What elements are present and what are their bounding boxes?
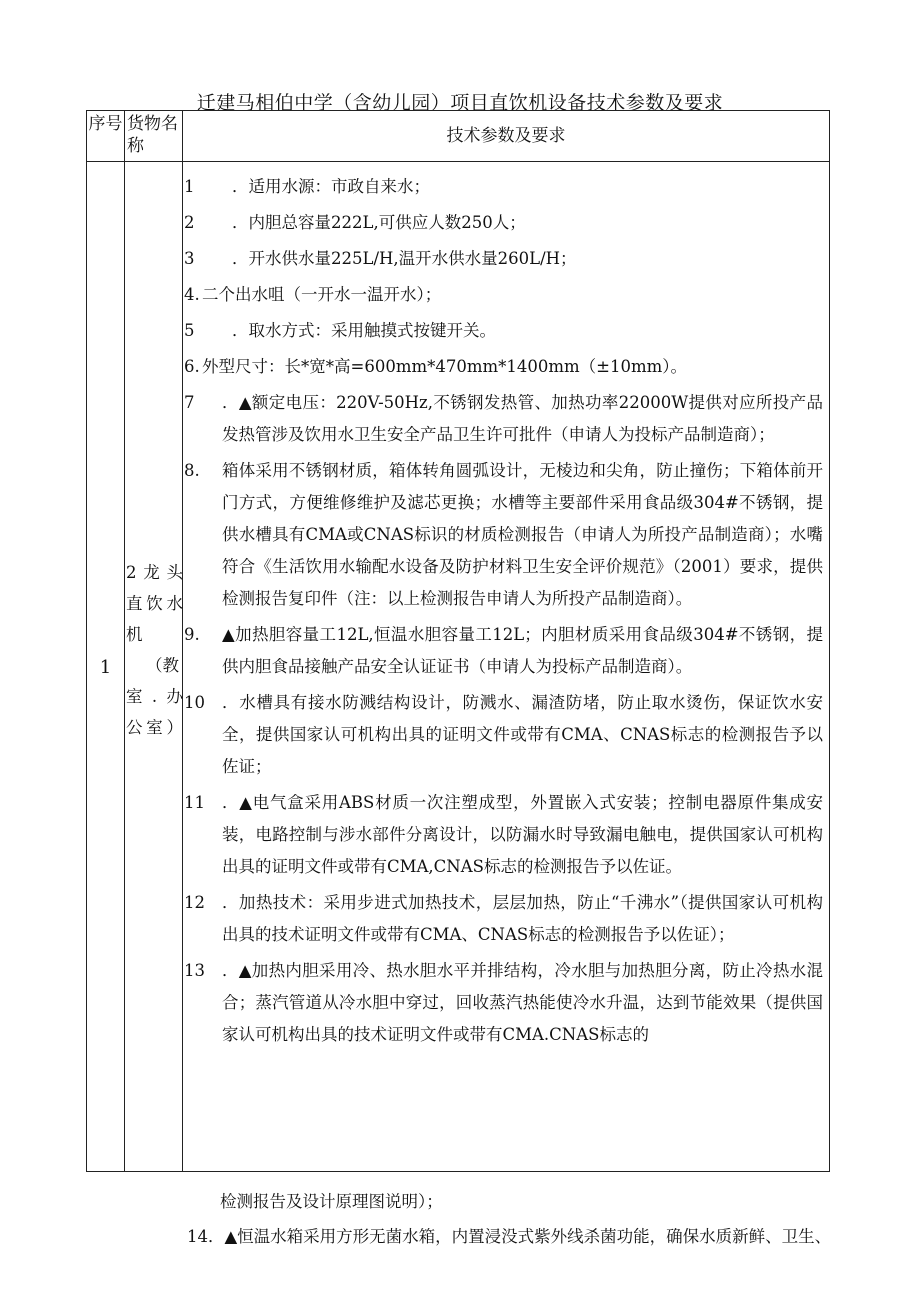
- list-item: [184, 687, 823, 783]
- item-number: 6.: [184, 357, 200, 376]
- goods-line: 直饮水: [126, 594, 183, 613]
- item-number: 9.: [184, 625, 200, 644]
- item-number: 2: [184, 213, 195, 232]
- goods-line: 机: [126, 625, 143, 644]
- header-divider: [87, 161, 829, 162]
- item-number: 5: [184, 321, 195, 340]
- goods-line: （教: [146, 656, 179, 675]
- spec-table: [86, 110, 830, 1172]
- list-item: [184, 887, 823, 951]
- goods-line: 室.办: [126, 687, 183, 706]
- item-number: 1: [184, 177, 195, 196]
- continuation-line-1: 检测报告及设计原理图说明）；: [220, 1192, 443, 1211]
- header-goods: 货物名称: [127, 114, 178, 156]
- item-number: 3: [184, 249, 195, 268]
- item-text: 外型尺寸：长*宽*高=600mm*470mm*1400mm（±10mm）。: [202, 357, 688, 376]
- item-text: ．开水供水量225L/H,温开水供水量260L/H；: [232, 249, 577, 268]
- item-text: ．▲加热内胆采用冷、热水胆水平并排结构，冷水胆与加热胆分离，防止冷热水混合；蒸汽管道从冷水胆中穿过，回收蒸汽热能使冷水升温，达到节能效果（提供国家认可机构出具的技术证明文件或带有CMA.CNAS标志的: [222, 961, 823, 1044]
- header-seq: 序号: [88, 114, 123, 134]
- document-title: 迁建马相伯中学（含幼儿园）项目直饮机设备技术参数及要求: [196, 92, 724, 114]
- item-number: 13: [184, 961, 205, 980]
- goods-line: 2龙头: [126, 563, 183, 582]
- row-seq: 1: [99, 657, 112, 678]
- col-divider-1: [124, 111, 125, 1171]
- list-item: [184, 387, 823, 451]
- list-item: [184, 279, 823, 311]
- item-text: ．适用水源：市政自来水；: [232, 177, 430, 196]
- item-number: 11: [184, 793, 205, 812]
- list-item: [184, 315, 823, 347]
- requirements-list: [184, 171, 823, 1051]
- list-item: [184, 171, 823, 203]
- item-number: 4.: [184, 285, 200, 304]
- item-text: ．内胆总容量222L,可供应人数250人；: [232, 213, 526, 232]
- list-item: [184, 207, 823, 239]
- row-goods: [126, 557, 183, 743]
- header-tech: 技术参数及要求: [446, 126, 566, 146]
- item-text: ．加热技术：采用步进式加热技术，层层加热，防止“千沸水”（提供国家认可机构出具的技术证明文件或带有CMA、CNAS标志的检测报告予以佐证）；: [222, 893, 823, 944]
- item-text: ．水槽具有接水防溅结构设计，防溅水、漏渣防堵，防止取水烫伤，保证饮水安全，提供国家认可机构出具的证明文件或带有CMA、CNAS标志的检测报告予以佐证；: [222, 693, 823, 776]
- item-text: 二个出水咀（一开水一温开水）；: [202, 285, 442, 304]
- item-text: ．取水方式：采用触摸式按键开关。: [232, 321, 496, 340]
- list-item: [184, 455, 823, 615]
- list-item: [184, 955, 823, 1051]
- item-number: 8.: [184, 461, 200, 480]
- list-item: [184, 351, 823, 383]
- item-text: ．▲额定电压：220V-50Hz,不锈钢发热管、加热功率22000W提供对应所投产品发热管涉及饮用水卫生安全产品卫生许可批件（申请人为投标产品制造商）；: [222, 393, 823, 444]
- item-text: ▲加热胆容量工12L,恒温水胆容量工12L；内胆材质采用食品级304#不锈钢，提供内胆食品接触产品安全认证证书（申请人为投标产品制造商）。: [222, 625, 823, 676]
- list-item: [184, 243, 823, 275]
- item-text: 箱体采用不锈钢材质，箱体转角圆弧设计，无棱边和尖角，防止撞伤；下箱体前开门方式，方便维修维护及滤芯更换；水槽等主要部件采用食品级304#不锈钢，提供水槽具有CMA或CNAS标识的材质检测报告（申请人为所投产品制造商）；水嘴符合《生活饮用水输配水设备及防护材料卫生安全评价规范》（2001）要求，提供检测报告复印件（注：以上检测报告申请人为所投产品制造商）。: [222, 461, 823, 608]
- goods-line: 公室）: [126, 718, 183, 737]
- continuation-line-2: 14．▲恒温水箱采用方形无菌水箱，内置浸没式紫外线杀菌功能，确保水质新鲜、卫生、: [187, 1227, 832, 1246]
- list-item: [184, 619, 823, 683]
- item-number: 10: [184, 693, 205, 712]
- item-number: 7: [184, 393, 195, 412]
- list-item: [184, 787, 823, 883]
- item-text: ．▲电气盒采用ABS材质一次注塑成型，外置嵌入式安装；控制电器原件集成安装，电路控制与涉水部件分离设计，以防漏水时导致漏电触电，提供国家认可机构出具的证明文件或带有CMA,CNAS标志的检测报告予以佐证。: [222, 793, 823, 876]
- item-number: 12: [184, 893, 205, 912]
